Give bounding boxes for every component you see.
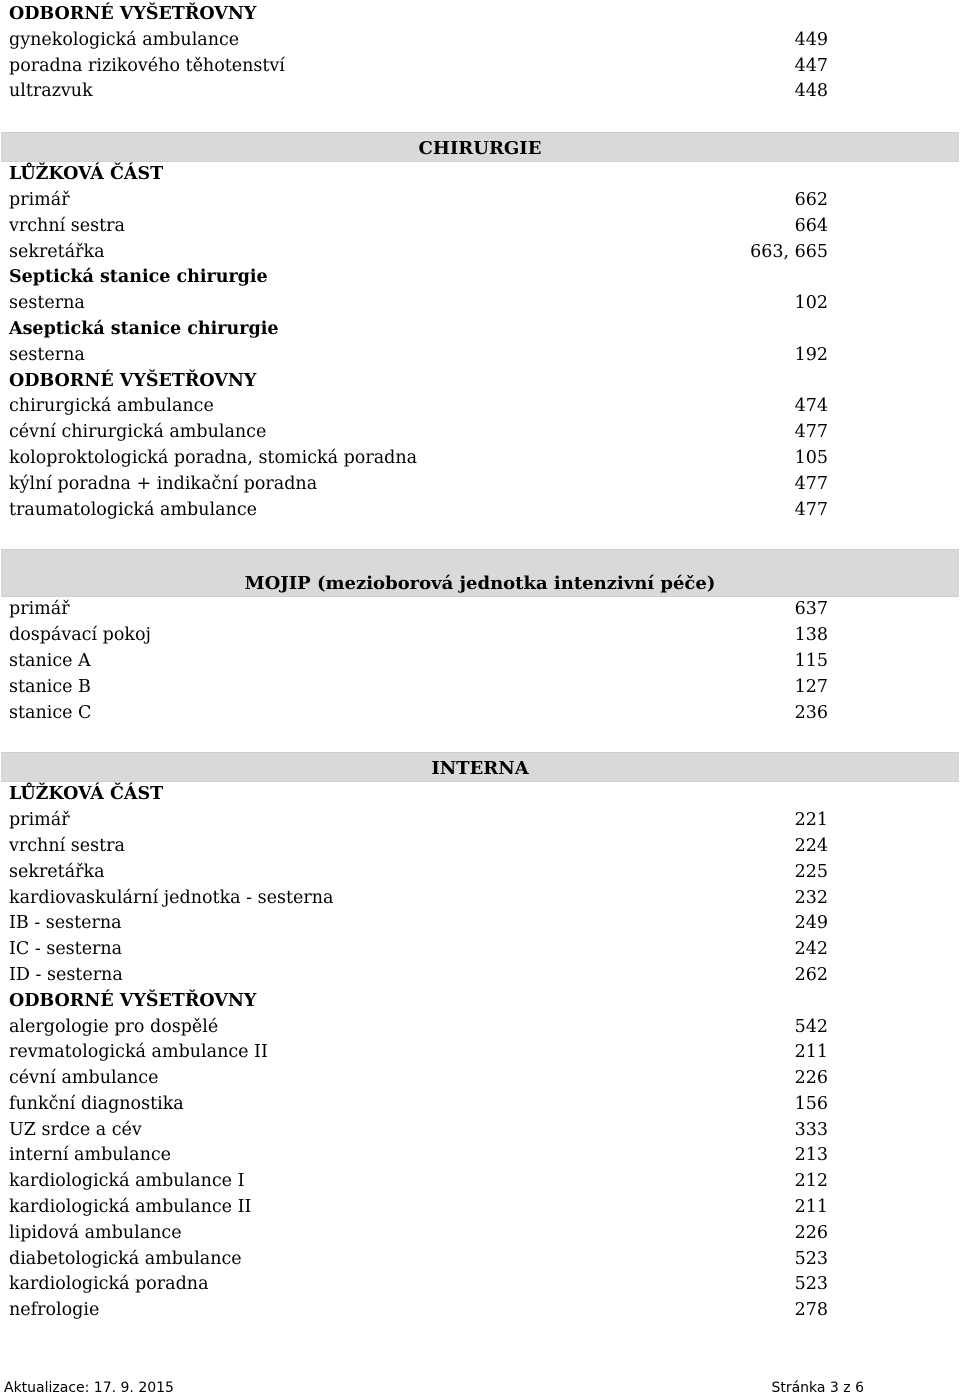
section-band-title: MOJIP (mezioborová jednotka intenzivní péče): [1, 549, 959, 597]
subsection-heading-row: [0, 782, 960, 808]
department-label: vrchní sestra: [9, 215, 125, 236]
directory-section: [0, 549, 960, 726]
department-label: lipidová ambulance: [9, 1222, 182, 1243]
page-number: Stránka 3 z 6: [771, 1380, 864, 1396]
subsection-heading-row: [0, 162, 960, 188]
subsection-heading-row: [0, 989, 960, 1015]
department-label: primář: [9, 599, 70, 620]
directory-row: [0, 1118, 960, 1144]
department-label: primář: [9, 810, 70, 831]
department-label: sekretářka: [9, 861, 105, 882]
extension-number: 278: [794, 1300, 828, 1321]
extension-number: 663, 665: [750, 241, 828, 262]
extension-number: 212: [794, 1171, 828, 1192]
directory-row: [0, 1247, 960, 1273]
department-label: primář: [9, 189, 70, 210]
extension-number: 236: [794, 702, 828, 723]
department-label: dospávací pokoj: [9, 625, 151, 646]
directory-row: [0, 911, 960, 937]
extension-number: 226: [794, 1068, 828, 1089]
directory-row: [0, 420, 960, 446]
extension-number: 662: [794, 189, 828, 210]
department-label: kýlní poradna + indikační poradna: [9, 473, 318, 494]
extension-number: 474: [794, 396, 828, 417]
directory-row: [0, 597, 960, 623]
directory-row: [0, 214, 960, 240]
directory-row: [0, 1143, 960, 1169]
extension-number: 333: [794, 1119, 828, 1140]
extension-number: 449: [794, 29, 828, 50]
extension-number: 477: [794, 473, 828, 494]
department-label: ID - sesterna: [9, 964, 123, 985]
directory-row: [0, 1298, 960, 1324]
directory-section: [0, 2, 960, 105]
extension-number: 138: [794, 625, 828, 646]
directory-row: [0, 886, 960, 912]
department-label: revmatologická ambulance II: [9, 1042, 268, 1063]
department-label: diabetologická ambulance: [9, 1248, 242, 1269]
extension-number: 225: [794, 861, 828, 882]
subsection-heading: Septická stanice chirurgie: [9, 267, 268, 288]
department-label: chirurgická ambulance: [9, 396, 214, 417]
directory-row: [0, 649, 960, 675]
subsection-heading-row: [0, 265, 960, 291]
extension-number: 637: [794, 599, 828, 620]
directory-row: [0, 1066, 960, 1092]
directory-row: [0, 1272, 960, 1298]
directory-row: [0, 860, 960, 886]
department-label: UZ srdce a cév: [9, 1119, 142, 1140]
department-label: koloproktologická poradna, stomická poradna: [9, 447, 418, 468]
directory-row: [0, 1221, 960, 1247]
department-label: sesterna: [9, 293, 85, 314]
department-label: kardiologická ambulance I: [9, 1171, 245, 1192]
department-label: cévní chirurgická ambulance: [9, 422, 267, 443]
subsection-heading: ODBORNÉ VYŠETŘOVNY: [9, 4, 257, 24]
page-footer: [0, 1378, 960, 1398]
subsection-heading-row: [0, 2, 960, 28]
subsection-heading: Aseptická stanice chirurgie: [9, 318, 279, 339]
department-label: interní ambulance: [9, 1145, 172, 1166]
department-label: vrchní sestra: [9, 835, 125, 856]
department-label: kardiovaskulární jednotka - sesterna: [9, 887, 334, 908]
directory-row: [0, 623, 960, 649]
directory-row: [0, 1015, 960, 1041]
directory-row: [0, 498, 960, 524]
extension-number: 127: [794, 676, 828, 697]
extension-number: 211: [794, 1042, 828, 1063]
department-label: poradna rizikového těhotenství: [9, 55, 285, 76]
directory-row: [0, 1040, 960, 1066]
directory-row: [0, 188, 960, 214]
directory-row: [0, 472, 960, 498]
department-label: gynekologická ambulance: [9, 29, 240, 50]
update-date: Aktualizace: 17. 9. 2015: [4, 1380, 174, 1396]
directory-row: [0, 834, 960, 860]
department-label: stanice C: [9, 702, 92, 723]
extension-number: 213: [794, 1145, 828, 1166]
department-label: cévní ambulance: [9, 1068, 159, 1089]
extension-number: 242: [794, 939, 828, 960]
directory-row: [0, 240, 960, 266]
subsection-heading: LŮŽKOVÁ ČÁST: [9, 784, 164, 805]
directory-row: [0, 1195, 960, 1221]
directory-row: [0, 54, 960, 80]
extension-number: 448: [794, 81, 828, 102]
department-label: sesterna: [9, 344, 85, 365]
department-label: kardiologická poradna: [9, 1274, 209, 1295]
extension-number: 224: [794, 835, 828, 856]
subsection-heading: ODBORNÉ VYŠETŘOVNY: [9, 370, 257, 391]
extension-number: 523: [794, 1248, 828, 1269]
directory-row: [0, 808, 960, 834]
directory-row: [0, 1169, 960, 1195]
extension-number: 523: [794, 1274, 828, 1295]
directory-row: [0, 394, 960, 420]
section-band-title: CHIRURGIE: [1, 132, 959, 162]
directory-row: [0, 291, 960, 317]
department-label: traumatologická ambulance: [9, 499, 257, 520]
extension-number: 542: [794, 1016, 828, 1037]
subsection-heading: ODBORNÉ VYŠETŘOVNY: [9, 990, 257, 1011]
department-label: ultrazvuk: [9, 81, 93, 102]
section-band-title: INTERNA: [1, 752, 959, 782]
directory-row: [0, 28, 960, 54]
subsection-heading: LŮŽKOVÁ ČÁST: [9, 164, 164, 185]
subsection-heading-row: [0, 369, 960, 395]
extension-number: 102: [794, 293, 828, 314]
directory-row: [0, 79, 960, 105]
extension-number: 192: [794, 344, 828, 365]
department-label: stanice A: [9, 650, 91, 671]
extension-number: 477: [794, 499, 828, 520]
directory-row: [0, 963, 960, 989]
extension-number: 105: [794, 447, 828, 468]
directory-row: [0, 701, 960, 727]
department-label: IB - sesterna: [9, 913, 122, 934]
extension-number: 477: [794, 422, 828, 443]
extension-number: 664: [794, 215, 828, 236]
directory-row: [0, 343, 960, 369]
extension-number: 221: [794, 810, 828, 831]
directory-row: [0, 1092, 960, 1118]
directory-section: [0, 132, 960, 523]
department-label: sekretářka: [9, 241, 105, 262]
directory-row: [0, 937, 960, 963]
department-label: kardiologická ambulance II: [9, 1197, 252, 1218]
department-label: IC - sesterna: [9, 939, 123, 960]
subsection-heading-row: [0, 317, 960, 343]
directory-row: [0, 675, 960, 701]
directory-section: [0, 752, 960, 1324]
extension-number: 211: [794, 1197, 828, 1218]
extension-number: 226: [794, 1222, 828, 1243]
department-label: alergologie pro dospělé: [9, 1016, 219, 1037]
extension-number: 262: [794, 964, 828, 985]
extension-number: 447: [794, 55, 828, 76]
department-label: stanice B: [9, 676, 91, 697]
directory-row: [0, 446, 960, 472]
extension-number: 156: [794, 1093, 828, 1114]
extension-number: 249: [794, 913, 828, 934]
department-label: nefrologie: [9, 1300, 100, 1321]
department-label: funkční diagnostika: [9, 1093, 184, 1114]
extension-number: 115: [794, 650, 828, 671]
extension-number: 232: [794, 887, 828, 908]
